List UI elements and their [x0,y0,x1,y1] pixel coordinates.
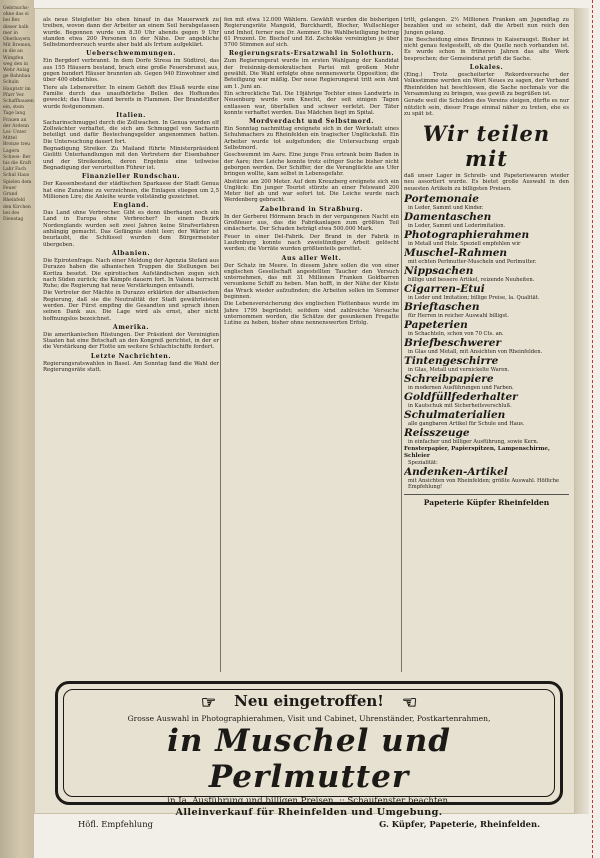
article-paragraph: Die Bescheidung eines Brunnes in Kaiseraugst. Bisher ist nicht genau festgestellt, ob die Quelle noch vorhanden ist. Es wurde schon in früheren Jahren das alte Werk besprochen; der Gemeinderat prüft die Sache. [404,36,569,62]
article-paragraph: Die Lebensversicherung des englischen Flottenbaus wurde im Jahre 1799 begründet; seitdem sind zahlreiche Versuche unternommen worden, die Schätze der gesunkenen Fregatte Lutine zu heben, bisher ohne nennenswerten Erfolg. [224,301,399,327]
ad-product-name: Goldfüllfederhalter [404,391,518,404]
section-heading: Lokales. [469,64,504,72]
ad-product-desc: in einfacher und billiger Ausführung, sowie Kern. [408,439,539,446]
ad-product-desc: in Schachteln, schon von 70 Cts. an. [408,331,504,338]
ad-signer: G. Küpfer, Papeterie, Rheinfelden. [379,819,540,829]
article-paragraph: tritt, gelangen. 2½ Millionen Franken am Jugendtag zu bezahlen und so scheint, daß die Arbeit nun reich den Jungen gelang. [404,17,569,36]
ad-product-desc: in Glas und Metall, mit Ansichten von Rheinfelden. [408,349,543,356]
article-paragraph: Abstürze am 200 Meter. Auf dem Kreuzberg ereignete sich ein Unglück: Ein junger Tourist stürzte an einer Felswand 200 Meter tief ab und war sofort tot. Die Leiche wurde nach Werdenberg gebracht. [224,178,399,204]
ad-product-name: Schreibpapiere [404,373,494,386]
ad-product-desc: in Metall und Holz. Speziell empfehlen wir [408,241,521,248]
ad-product-name: Schulmaterialien [404,409,506,422]
ad-intro: daß unser Lager in Schreib- und Papeteriewaren wieder neu assortiert wurde. Es bietet große Auswahl in den neuesten Artikeln zu billigsten Preisen. [404,173,569,192]
section-heading: Regierungsrats-Ersatzwahl in Solothurn. [228,50,395,58]
article-paragraph: Das Land ohne Verbrecher. Gibt es denn überhaupt noch ein Land in Europa ohne Verbrecher? In einem Bezirk Nordenglands wurden seit zwei Jahren keine Strafverfahren anhängig gemacht. Das Gefängnis steht leer; der Wärter ist beurlaubt, die Schlüssel wurden dem Bürgermeister übergeben. [43,210,219,248]
ad-product [404,428,569,445]
ad-product-name: Portemonaie [404,193,479,206]
article-paragraph: als neue Steigleiter bis oben hinauf in das Mauerwerk zu treiben, wovon dann der Arbeiter an einem Seil herabgelassen wurde. Begonnen wurde um 8.30 Uhr abends gegen 9 Uhr standen etwa 200 Personen in der Nähe. Der angebliche Selbstmordversuch wurde aber bald als Irrtum aufgeklärt. [43,17,219,49]
ad-product-name: Briefbeschwerer [404,337,502,350]
stationery-advertisement [404,121,569,507]
section-heading: Finanzieller Rundschau. [81,173,181,181]
article-paragraph: Tiere als Lebensretter. In einem Gehöft des Elsaß wurde eine Familie durch das unaufhörliche Bellen des Hofhundes geweckt; das Haus stand bereits in Flammen. Der Brandstifter wurde festgenommen. [43,84,219,110]
article-paragraph: (Eing.) Trotz gescheiterter Rekordversuche der Volksstimme werden ein Wort Neues zu sagen, der Verband Rheinfelden hat beschlossen, die Sache nochmals vor die Versammlung zu bringen, was gewiß zu begrüßen ist. [404,72,569,97]
section-heading: Ueberschwemmungen. [86,50,176,58]
ad-product-desc: in Kautschuk mit Sicherheitsverschluß. [408,403,512,410]
ad-product [404,392,569,409]
ad-signature-row [72,819,546,829]
ad-product [404,356,569,373]
ad-product-desc: Spezialität: [408,460,438,467]
ad-product [404,410,569,427]
section-heading: Letzte Nachrichten. [90,352,172,360]
section-heading: Zabelbrand in Straßburg. [260,205,363,213]
ad-product-desc: für Herren in reicher Auswahl billigst. [408,313,509,320]
column-rule [401,17,402,672]
ad-product-name: Nippsachen [404,265,474,278]
article-paragraph: Sacharinschmuggel durch die Zollwachen. In Genua wurden elf Zollwächter verhaftet, die sich am Schmuggel von Sacharin beteiligt und dafür Bestechungsgelder angenommen hatten. Die Untersuchung dauert fort. [43,119,219,145]
article-paragraph: Regierungsratswahlen in Basel. Am Sonntag fand die Wahl der Regierungsräte statt. [43,360,219,374]
ad-product-name: Tintengeschirre [404,355,499,368]
ad-product [404,467,569,490]
ad-product-desc: alle gangbaren Artikel für Schule und Haus. [408,421,525,428]
ad-product-name: Reisszeuge [404,427,470,440]
article-paragraph: Begnadigung Streiker. Zu Mailand führte Ministerpräsident Giolitti Unterhandlungen mit den Vertretern der Eisenbahner und der Streikenden, deren Ergebnis eine teilweise Begnadigung der verurteilten Führer ist. [43,146,219,171]
ad-product-desc: in Leder, Sammt und Kinder. [408,205,484,212]
pointing-hand-icon: ☞ [200,693,217,713]
ad-footer: Papeterie Küpfer Rheinfelden [404,494,569,507]
ad-product [404,266,569,283]
ad-product-desc: mit echten Perlmutter-Muscheln und Perlmutter. [408,259,537,266]
article-paragraph: Die amerikanischen Rüstungen. Der Präsident der Vereinigten Staaten hat eine Botschaft an den Kongreß gerichtet, in der er die Verstärkung der Flotte um weitere Schlachtschiffe fordert. [43,331,219,351]
ad-product-name: Andenken-Artikel [404,466,508,479]
ad-headline-row [72,692,546,713]
ad-product-name: Photographierahmen [404,229,530,242]
local-news [404,17,569,117]
ad-product-name: Damentaschen [404,211,492,224]
section-heading: Mordverdacht und Selbstmord. [248,118,375,126]
ad-product-name: Papeterien [404,319,468,332]
ad-product [404,320,569,337]
article-paragraph: Die Epirotenfrage. Nach einer Meldung der Agenzia Stefani aus Durazzo haben die albanischen Truppen die Stellungen bei Koritza besetzt. Die epirotischen Aufständischen zogen sich nach Süden zurück; die Kämpfe dauern fort. In Valona herrscht Ruhe; die Regierung hat neue Verstärkungen entsandt. [43,257,219,290]
margin-redline [592,0,593,858]
ad-product [404,446,569,466]
ad-subline: Grosse Auswahl in Photographierahmen, Visit und Cabinet, Uhrenständer, Postkartenrahmen, [127,714,491,723]
article-paragraph: Zum Regierungsrat wurde im ersten Wahlgang der Kandidat der freisinnig-demokratischen Partei mit großem Mehr gewählt. Die Wahl erfolgte ohne nennenswerte Opposition; die Beteiligung war mäßig. Der neue Regierungsrat tritt sein Amt am 1. Juni an. [224,58,399,90]
pointing-hand-icon: ☞ [401,693,418,713]
ad-product-desc: billige und bessere Artikel, reizende Neuheiten. [408,277,535,284]
article-paragraph: Der Kassenbestand der städtischen Sparkasse der Stadt Genua hat eine Zunahme zu verzeichnen, die Einlagen stiegen um 2,5 Millionen Lire; die Anleihe wurde vollständig gezeichnet. [43,181,219,200]
section-heading: Italien. [116,111,146,119]
ad-product-desc: in Leder und Imitation; billige Preise, la. Qualität. [408,295,540,302]
column-2 [224,17,399,672]
ad-product [404,230,569,247]
section-heading: Aus aller Welt. [281,254,342,262]
article-paragraph: Die Vertreter der Mächte in Durazzo erklärten der albanischen Regierung, daß sie die Neutralität der Stadt gewährleisten werden. Der Fürst empfing die Gesandten und sprach ihnen seinen Dank aus. Die Lage wird als ernst, aber nicht hoffnungslos bezeichnet. [43,290,219,322]
ad-headline: Neu eingetroffen! [234,692,384,710]
article-paragraph: fen mit etwa 12.000 Wählern. Gewählt wurden die bisherigen Regierungsräte Mangold, Burckhardt, Blocher, Wullschleger und Imhof, ferner neu Dr. Aemmer. Die Wahlbeteiligung betrug 61 Prozent. Dr. Bischof und Ed. Zschokke vereinigten je über 5700 Stimmen auf sich. [224,17,399,49]
ad-product-name: Cigarren-Etui [404,283,485,296]
article-paragraph: Der Schatz im Meere. In diesem Jahre sollen die von einer englischen Gesellschaft angestellten Taucher den Versuch unternehmen, das mit 31 Millionen Franken Goldbarren versunkene Schiff zu heben. Man hofft, in der Nähe der Küste das Wrack wieder aufzufinden; die Arbeiten sollen im Sommer beginnen. [224,262,399,300]
ad-product [404,194,569,211]
article-paragraph: Gerade weil die Schulden des Vereins steigen, dürfte es nur nützlich sein, dieser Frage einmal näher zu treten, ehe es zu spät ist. [404,98,569,117]
ad-product-desc: mit Ansichten von Rheinfelden; größte Auswahl. Höfliche Empfehlung! [408,478,560,491]
ad-sales: Alleinverkauf für Rheinfelden und Umgebung. [175,807,443,818]
ad-product [404,284,569,301]
ad-item-list [404,194,569,490]
ad-product [404,374,569,391]
column-1 [43,17,219,672]
article-paragraph: Ein Bergdorf verbrannt. In dem Dorfe Stresa im Südtirol, das aus 155 Häusern bestand, brach eine große Feuersbrunst aus, gegen hundert Häuser brannten ab. Gegen 940 Einwohner sind über 400 obdachlos. [43,58,219,84]
ad-product [404,248,569,265]
article-paragraph: In der Gerberei Hörmann brach in der vergangenen Nacht ein Großfeuer aus, das die Fabrikanlagen zum größten Teil einäscherte. Der Schaden beträgt etwa 500.000 Mark. [224,213,399,233]
ad-product-name: Brieftaschen [404,301,480,314]
article-paragraph: Geschwemmt im Aare. Eine junge Frau ertrank beim Baden in der Aare; ihre Leiche konnte trotz eifriger Suche bisher nicht geborgen werden. Der Schiffer, der die Verunglückte ans Ufer bringen wollte, kam selbst in Lebensgefahr. [224,152,399,178]
ad-product-desc: in Glas, Metall und vernickelte Waren. [408,367,510,374]
bottom-advertisement [55,681,563,829]
article-paragraph: Ein Sonntag nachmittag ereignete sich in der Werkstatt eines Schuhmachers zu Rheinfelden ein tragischer Unglücksfall. Ein Arbeiter wurde tot aufgefunden; die Untersuchung ergab Selbstmord. [224,126,399,152]
ad-product-name: Muschel-Rahmen [404,247,508,260]
ad-banner: in Muschel und Perlmutter [167,723,451,795]
ad-product-desc: in Leder, Sammt und Lederimitation. [408,223,506,230]
page-edge-shadow [575,8,589,814]
section-heading: Amerika. [112,323,150,331]
column-rule [220,17,221,672]
ad-title: Wir teilen mit [422,121,551,172]
ad-product [404,212,569,229]
ad-product-desc: in modernen Ausführungen und Farben. [408,385,514,392]
newspaper-page [34,8,575,829]
section-heading: England. [113,202,149,210]
ad-product-name: Fensterpapier, Papierspitzen, Lampenschirme, Schleier [404,446,550,460]
column-3 [404,17,569,672]
ad-quality: in Ia. Ausführung und billigen Preisen. :: Schaufenster beachten. [167,796,451,806]
ad-greeting: Höfl. Empfehlung [78,819,153,829]
section-heading: Albanien. [111,249,151,257]
adjacent-page-text: Gebrauchs-ohne das si bei Ber. dieser halb mer in Oberbayern Mit Bremen, in die an Wimpfen weg den in Wehr Anlag ge Bahnbau Schuln Hauptstr im Pfarr Ver. Schaffhausen ein, stein Tage lang Frauen an der Ardenn Lei- Unter Mittel Bronze treu Lagern Schwei- Ber bis die Kraft Lahr Fach Schul Haus Spielen dem Feuer Grund Rheinfeld den Kirchen bei des Dienstag [3,6,34,222]
ad-product [404,302,569,319]
ad-product [404,338,569,355]
adjacent-page-strip [0,0,34,858]
article-paragraph: Feuer in einer Del-Fabrik. Der Brand in der Fabrik in Laufenburg konnte nach zweistündiger Arbeit gelöscht werden; die Vorräte wurden größtenteils gerettet. [224,233,399,253]
article-paragraph: Ein schreckliche Tat. Die 19jährige Tochter eines Landwirts in Neuenburg wurde vom Knecht, der seit einigen Tagen entlassen war, überfallen und schwer verletzt. Der Täter konnte verhaftet werden. Das Mädchen liegt im Spital. [224,90,399,116]
